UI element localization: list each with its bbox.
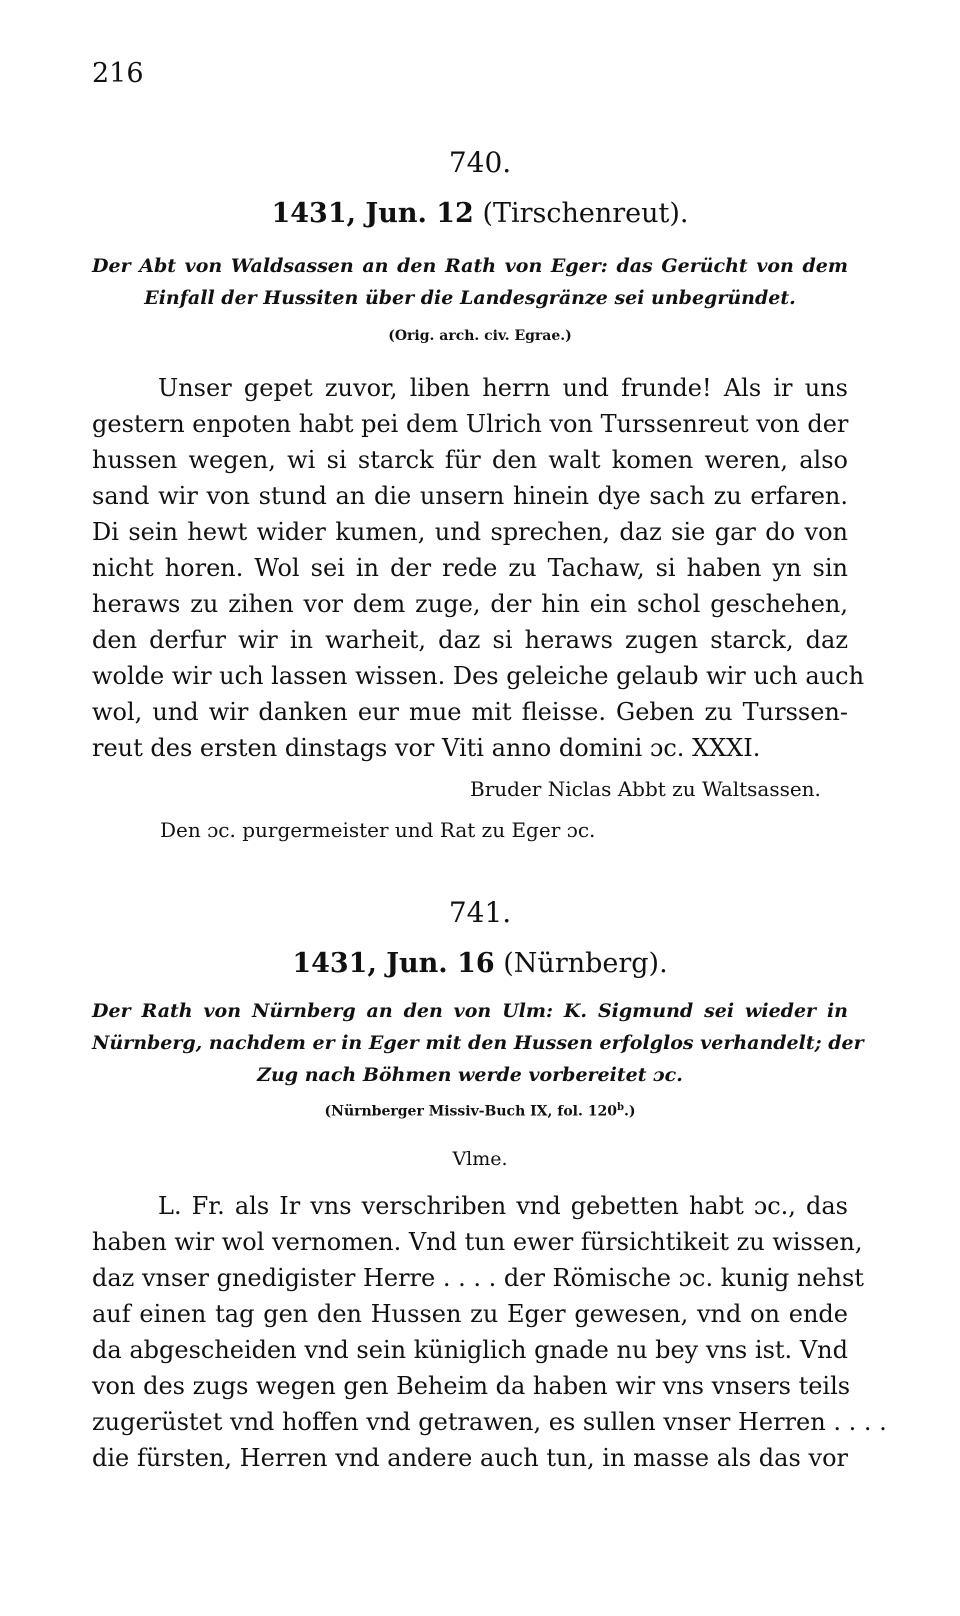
source-reference: (Orig. arch. civ. Egrae.) — [388, 328, 572, 344]
document-place: (Nürnberg). — [503, 948, 668, 979]
body-line: wolde wir uch lassen wissen. Des geleiche gelaub wir uch auch — [92, 662, 865, 690]
body-line: daz vnser gnedigister Herre . . . . der Römische ɔc. kunig nehst — [92, 1264, 864, 1292]
source-reference — [0, 1102, 960, 1120]
document-number: 741. — [448, 896, 512, 929]
source-text-end: .) — [623, 1103, 636, 1120]
address-line: Den ɔc. purgermeister und Rat zu Eger ɔc. — [160, 818, 596, 842]
body-line: heraws zu zihen vor dem zuge, der hin ein schol geschehen, — [92, 590, 848, 618]
summary-line: Der Rath von Nürnberg an den von Ulm: K. Sigmund sei wieder in — [92, 1000, 848, 1022]
document-summary — [92, 250, 848, 314]
body-line: gestern enpoten habt pei dem Ulrich von Turssenreut von der — [92, 410, 849, 438]
signature: Bruder Niclas Abbt zu Waltsassen. — [470, 777, 821, 801]
body-line: den derfur wir in warheit, daz si heraws zugen starck, daz — [92, 626, 848, 654]
body-line: von des zugs wegen gen Beheim da haben wir vns vnsers teils — [92, 1372, 851, 1400]
salutation: Vlme. — [452, 1148, 508, 1170]
body-line: Di sein hewt wider kumen, und sprechen, daz sie gar do von — [92, 518, 848, 546]
body-line: L. Fr. als Ir vns verschriben vnd gebetten habt ɔc., das — [158, 1192, 848, 1220]
document-dateline — [0, 948, 960, 979]
page-number: 216 — [92, 58, 144, 89]
body-line: zugerüstet vnd hoffen vnd getrawen, es sullen vnser Herren . . . . — [92, 1408, 887, 1436]
document-date: 1431, Jun. 16 — [292, 948, 495, 979]
body-line: reut des ersten dinstags vor Viti anno domini ɔc. XXXI. — [92, 734, 761, 762]
summary-line: Nürnberg, nachdem er in Eger mit den Hussen erfolglos verhandelt; der — [92, 1032, 864, 1054]
body-line: wol, und wir danken eur mue mit fleisse. Geben zu Turssen- — [92, 698, 848, 726]
document-dateline — [0, 198, 960, 229]
body-line: nicht horen. Wol sei in der rede zu Tachaw, si haben yn sin — [92, 554, 848, 582]
source-superscript: b — [616, 1102, 624, 1113]
summary-line: Der Abt von Waldsassen an den Rath von Eger: das Gerücht von dem — [92, 255, 848, 277]
document-body — [92, 1188, 887, 1476]
body-line: da abgescheiden vnd sein küniglich gnade nu bey vns ist. Vnd — [92, 1336, 848, 1364]
document-body — [92, 370, 865, 766]
body-line: Unser gepet zuvor, liben herrn und frunde! Als ir uns — [158, 374, 848, 402]
summary-line: Zug nach Böhmen werde vorbereitet ɔc. — [257, 1064, 683, 1086]
document-place: (Tirschenreut). — [482, 198, 689, 229]
summary-line: Einfall der Hussiten über die Landesgränze sei unbegründet. — [144, 287, 796, 309]
body-line: sand wir von stund an die unsern hinein dye sach zu erfaren. — [92, 482, 848, 510]
source-text: (Nürnberger Missiv-Buch IX, fol. 120 — [324, 1103, 617, 1120]
body-line: die fürsten, Herren vnd andere auch tun, in masse als das vor — [92, 1444, 848, 1472]
body-line: hussen wegen, wi si starck für den walt komen weren, also — [92, 446, 848, 474]
document-number: 740. — [448, 146, 512, 179]
document-date: 1431, Jun. 12 — [271, 198, 474, 229]
body-line: haben wir wol vernomen. Vnd tun ewer fürsichtikeit zu wissen, — [92, 1228, 863, 1256]
body-line: auf einen tag gen den Hussen zu Eger gewesen, vnd on ende — [92, 1300, 848, 1328]
document-summary — [92, 995, 864, 1091]
